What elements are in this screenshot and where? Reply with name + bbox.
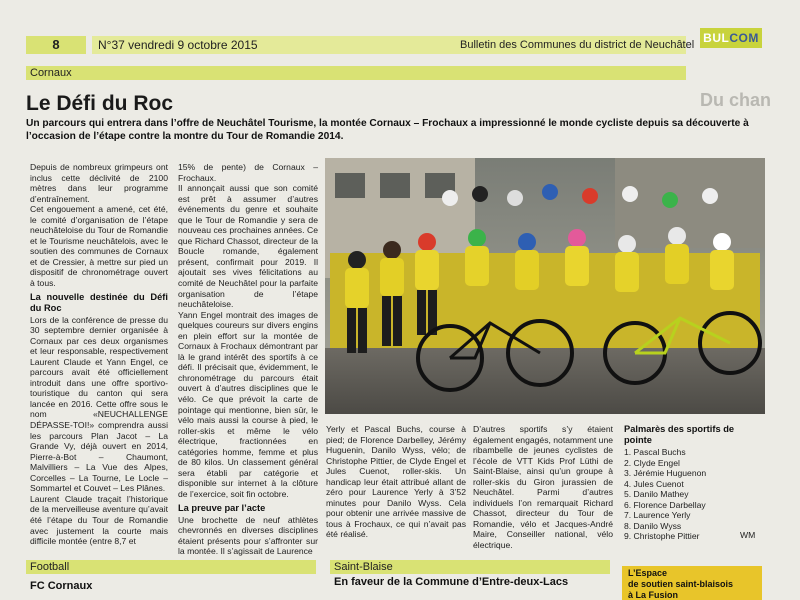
paragraph: Yerly et Pascal Buchs, course à pied; de Florence Darbelley, Jérémy Huguenin, Danilo Wyss, vélo; de Christophe Pittier, de Clyde Engel et Jules Cuenot, roller-skis. Un handicap leur était attribué allant de zéro pour Laurence Yerly à 3’52 minutes pour Danilo Wyss. Cela pour obtenir une arrivée massive de tous à Frochaux, ce qui n’avait pas été réalisé. xyxy=(326,424,466,540)
column-2 xyxy=(178,162,318,557)
paragraph: Une brochette de neuf athlètes chevronnés en diverses disciplines étaient présents pour s’affronter sur la montée. Il s’agissait de Laurence xyxy=(178,514,318,557)
footer-headline-left: FC Cornaux xyxy=(30,580,93,592)
section-label: Cornaux xyxy=(30,67,72,79)
page-number: 8 xyxy=(26,36,86,54)
column-4 xyxy=(473,424,613,551)
footer-section-left: Football xyxy=(30,561,70,573)
paragraph: Depuis de nombreux grimpeurs ont inclus cette déclivité de 2100 mètres dans leur programme d’entraînement. xyxy=(30,162,168,204)
espace-line: L’Espace xyxy=(628,568,668,578)
espace-box xyxy=(622,566,762,600)
adjacent-page-title: Du chan xyxy=(700,90,772,110)
list-item: 8. Danilo Wyss xyxy=(624,520,682,531)
footer-section-right: Saint-Blaise xyxy=(334,561,393,573)
bulletin-name: Bulletin des Communes du district de Neuchâtel xyxy=(460,39,695,51)
list-item: 3. Jérémie Huguenon xyxy=(624,468,707,479)
espace-line: de soutien saint-blaisois xyxy=(628,579,734,589)
subheading: La preuve par l’acte xyxy=(178,502,266,513)
paragraph: Il annonçait aussi que son comité est prêt à assumer d’autres événements du genre et souhaite que le Tour de Romandie y sera de nouveau ces prochaines années. Ce que Richard Chassot, directeur de la Boucle romande, également présent, confirmait pour 2019. Il ajoutait ses vives félicitations au comité de Neuchâtel pour la parfaite organisation de l’étape neuchâteloise. xyxy=(178,183,318,310)
column-3 xyxy=(326,424,466,540)
paragraph: Cet engouement a amené, cet été, le comité d’organisation de l’étape neuchâteloise du Tour de Romandie et le Tourisme neuchâtelois, avec le soutien des communes de Cornaux et de Cressier, à mettre sur pied un dispositif de chronométrage ouvert à tous. xyxy=(30,204,168,289)
palmares-list xyxy=(624,447,764,542)
logo-part-2: COM xyxy=(729,31,759,45)
paragraph: D’autres sportifs s’y étaient également engagés, notamment une ribambelle de jeunes cyclistes de l’école de VTT Kids Prof Lüthi de Saint-Blaise, ainsi qu’un groupe à roller-skis du Giron jurassien de Neuchâtel. Parmi d’autres individuels l’on remarquait Richard Chassot, directeur du Tour de Romandie, vélo et Jacques-André Maire, Conseiller national, vélo électrique. xyxy=(473,424,613,551)
article-title: Le Défi du Roc xyxy=(26,92,174,115)
paragraph: Laurent Claude traçait l’historique de la merveilleuse aventure qu’avait été l’étape du Tour de Romandie avec justement la courte mais difficile montée (entre 8,7 et xyxy=(30,493,168,547)
section-bar xyxy=(26,66,686,80)
list-item: 4. Jules Cuenot xyxy=(624,478,684,489)
list-item: 2. Clyde Engel xyxy=(624,457,680,468)
list-item: 9. Christophe Pittier xyxy=(624,531,700,542)
footer-headline-right: En faveur de la Commune d’Entre-deux-Lacs xyxy=(334,576,569,588)
article-lead: Un parcours qui entrera dans l’offre de Neuchâtel Tourisme, la montée Cornaux – Frochaux a impressionné le monde cycliste depuis sa découverte à l’occasion de l’étape contre la montre du Tour de Romandie 2014. xyxy=(26,118,749,142)
footer-section-bar-left xyxy=(26,560,316,574)
cyclists-photo-illustration xyxy=(325,158,765,414)
group-photo xyxy=(325,158,765,414)
list-item: 1. Pascal Buchs xyxy=(624,447,686,457)
espace-line: à La Fusion xyxy=(628,590,679,600)
column-1 xyxy=(30,162,168,547)
list-item: 7. Laurence Yerly xyxy=(624,510,691,521)
paragraph: 15% de pente) de Cornaux – Frochaux. xyxy=(178,162,318,183)
paragraph: Lors de la conférence de presse du 30 septembre dernier organisée à Cornaux par ces deux organismes et leur responsable, respectivement Laurent Claude et Yann Engel, ce parcours avait été officiellement introduit dans une offre sportivo-touristique du canton qui sera lancée en 2016. Cette offre sous le nom «NEUCHALLENGE DÉPASSE-TOI!» comprendra aussi les parcours Plan Jacot – La Grande Vy, déjà ouvert en 2014, Pierre-à-Bot – Chaumont, Malvilliers – La Vue des Alpes, Corcelles – La Tourne, Le Locle – Sommartel et Couvet – Les Plânes. xyxy=(30,314,168,494)
list-item: 6. Florence Darbellay xyxy=(624,499,706,510)
bulcom-logo xyxy=(700,28,762,48)
issue-date: N°37 vendredi 9 octobre 2015 xyxy=(98,38,258,52)
subheading: La nouvelle destinée du Défi du Roc xyxy=(30,291,168,313)
palmares-title: Palmarès des sportifs de pointe xyxy=(624,424,735,445)
author-signature: WM xyxy=(740,530,756,540)
paragraph: Yann Engel montrait des images de quelques coureurs sur divers engins en plein effort sur la montée de Cornaux à Frochaux démontrant par là le grand intérêt des sportifs à ce défi. Il précisait que, évidemment, le chronométrage du parcours était ouvert à d’autres disciplines que le vélo. Ce que prévoit la carte de pointage qui mentionne, bien sûr, le vélo mais aussi la course à pied, le roller-skis et même le vélo électrique, fractionnées en catégories homme, femme et plus de 80 kilos. Un classement général sera établi par catégorie et disponible sur internet à la clôture de l’exercice, soit fin octobre. xyxy=(178,309,318,499)
palmares-box xyxy=(624,424,764,542)
list-item: 5. Danilo Mathey xyxy=(624,489,689,500)
logo-part-1: BUL xyxy=(703,31,730,45)
